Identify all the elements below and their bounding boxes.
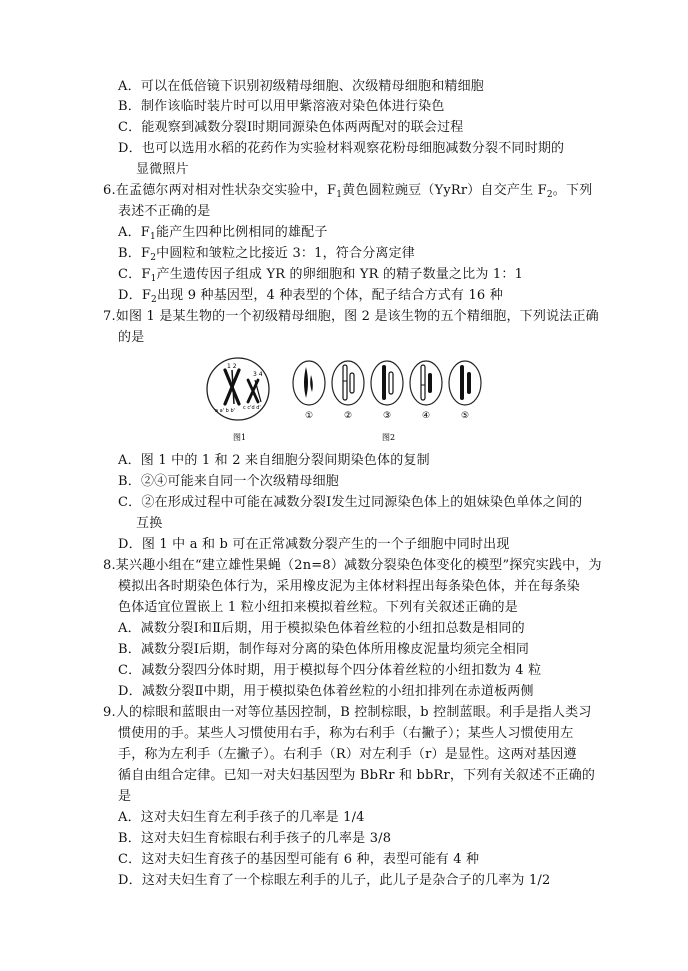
q9-stem-line1: 9.人的棕眼和蓝眼由一对等位基因控制，B 控制棕眼，b 控制蓝眼。利手是指人类习	[103, 705, 592, 720]
q6-option-c: C．$F_1$产生遗传因子组成 YR 的卵细胞和 YR 的精子数量之比为 1：1	[118, 267, 524, 284]
q7-stem-continued: 的是	[118, 330, 145, 345]
q8-stem-line2: 模拟出各时期染色体行为，采用橡皮泥为主体材料捏出每条染色体，并在每条染	[118, 579, 581, 594]
cell-number-2: ②	[343, 411, 353, 421]
cell-number-1: ①	[304, 411, 314, 421]
q6-option-b: B．$F_2$中圆粒和皱粒之比接近 3：1，符合分离定律	[118, 246, 415, 263]
q7-stem: 7.如图 1 是某生物的一个初级精母细胞，图 2 是该生物的五个精细胞，下列说法正确	[103, 309, 599, 324]
q5-option-b: B．制作该临时装片时可以用甲紫溶液对染色体进行染色	[118, 99, 445, 114]
q6-stem: 6.在孟德尔两对相对性状杂交实验中，$F_1$黄色圆粒豌豆（YyRr）自交产生 $F_2$。下列	[103, 183, 593, 200]
q9-option-a: A．这对夫妇生育左利手孩子的几率是 1/4	[118, 810, 365, 825]
cell-number-3: ③	[382, 411, 392, 421]
q8-option-a: A．减数分裂Ⅰ和Ⅱ后期，用于模拟染色体着丝粒的小纽扣总数是相同的	[118, 621, 525, 636]
q6-option-a: A．$F_1$能产生四种比例相同的雄配子	[118, 225, 328, 242]
q5-option-d-continued: 显微照片	[136, 162, 189, 177]
q7-option-a: A．图 1 中的 1 和 2 来自细胞分裂间期染色体的复制	[118, 453, 430, 468]
q9-option-b: B．这对夫妇生育棕眼右利手孩子的几率是 3/8	[118, 831, 392, 846]
q7-option-c: C．②在形成过程中可能在减数分裂Ⅰ发生过同源染色体上的姐妹染色单体之间的	[118, 495, 583, 510]
figure1-gene-labels-b: c c'd d'	[243, 405, 261, 411]
q7-figure	[205, 352, 505, 448]
cell-number-5: ⑤	[460, 411, 470, 421]
q8-option-b: B．减数分裂Ⅰ后期，制作每对分离的染色体所用橡皮泥量均须完全相同	[118, 642, 530, 657]
q7-option-c-continued: 互换	[136, 516, 163, 531]
figure2-cells	[293, 361, 481, 405]
q9-stem-line2: 惯使用的手。某些人习惯使用右手，称为右利手（右撇子）；某些人习惯使用左	[118, 726, 574, 741]
q9-option-c: C．这对夫妇生育孩子的基因型可能有 6 种，表型可能有 4 种	[118, 852, 480, 867]
q5-option-c: C．能观察到减数分裂Ⅰ时期同源染色体两两配对的联会过程	[118, 120, 464, 135]
figure1-chromosome-numbers-a: 1 2	[227, 363, 237, 370]
q7-option-d: D．图 1 中 a 和 b 可在正常减数分裂产生的一个子细胞中同时出现	[118, 537, 510, 552]
figure1-label: 图1	[233, 433, 247, 442]
q8-option-c: C．减数分裂四分体时期，用于模拟每个四分体着丝粒的小纽扣数为 4 粒	[118, 663, 542, 678]
q8-option-d: D．减数分裂Ⅱ中期，用于模拟染色体着丝粒的小纽扣排列在赤道板两侧	[118, 684, 534, 699]
q9-stem-line4: 循自由组合定律。已知一对夫妇基因型为 BbRr 和 bbRr，下列有关叙述不正确的	[118, 768, 596, 783]
q9-option-d: D．这对夫妇生育了一个棕眼左利手的儿子，此儿子是杂合子的几率为 1/2	[118, 873, 551, 888]
q6-option-d: D．$F_2$出现 9 种基因型，4 种表型的个体，配子结合方式有 16 种	[118, 288, 503, 305]
q7-option-b: B．②④可能来自同一个次级精母细胞	[118, 474, 339, 489]
figure1-cell	[207, 358, 269, 420]
q8-stem-line1: 8.某兴趣小组在“建立雄性果蝇（2n=8）减数分裂染色体变化的模型”探究实践中，为	[103, 558, 602, 573]
q8-stem-line3: 色体适宜位置嵌上 1 粒小纽扣来模拟着丝粒。下列有关叙述正确的是	[118, 600, 518, 615]
figure1-gene-labels-a: a a' b b'	[215, 408, 235, 414]
cell-number-4: ④	[421, 411, 431, 421]
q9-stem-line5: 是	[118, 789, 132, 804]
figure1-chromosome-numbers-b: 3 4	[253, 371, 263, 378]
q9-stem-line3: 手，称为左利手（左撇子）。右利手（R）对左利手（r）是显性。这两对基因遵	[118, 747, 577, 762]
q5-option-a: A．可以在低倍镜下识别初级精母细胞、次级精母细胞和精细胞	[118, 79, 484, 94]
q6-stem-continued: 表述不正确的是	[118, 204, 211, 219]
figure2-label: 图2	[382, 433, 396, 442]
q5-option-d: D．也可以选用水稻的花药作为实验材料观察花粉母细胞减数分裂不同时期的	[118, 141, 565, 156]
